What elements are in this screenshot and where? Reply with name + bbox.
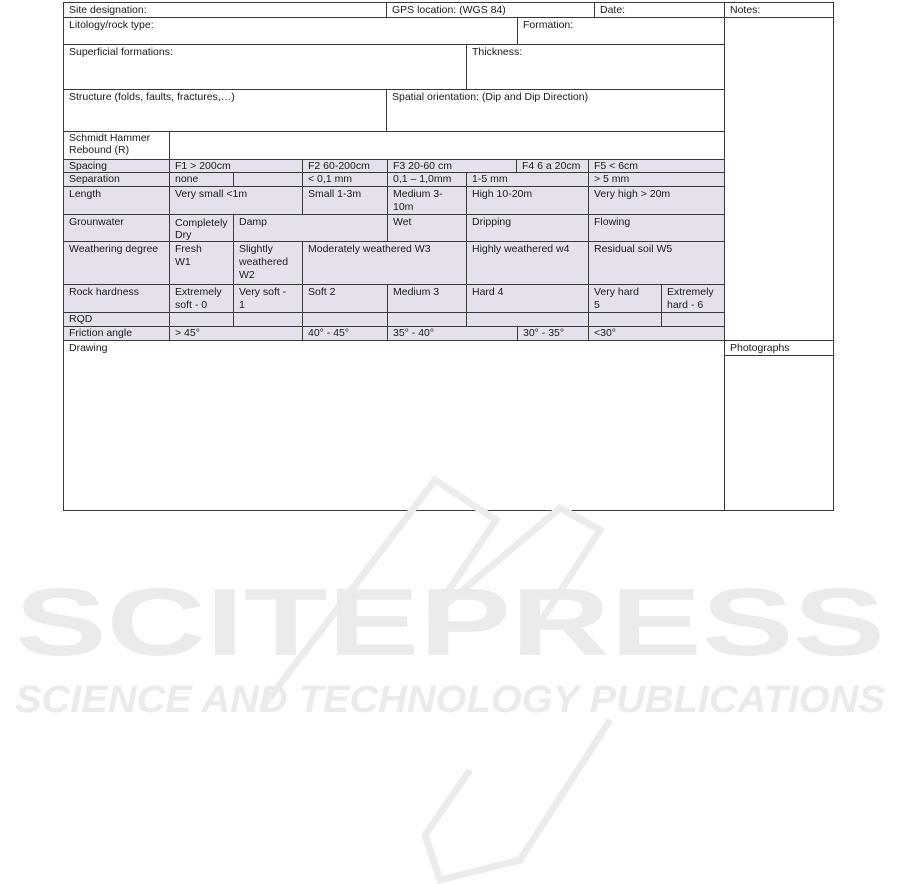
rqd-col-2[interactable] <box>233 312 303 327</box>
rqd-col-7[interactable] <box>661 312 725 327</box>
rqd-col-1[interactable] <box>169 312 234 327</box>
photographs-label: Photographs <box>730 342 790 354</box>
hardness-very-soft[interactable]: Very soft - 1 <box>233 284 303 313</box>
lithology-label: Litology/rock type: <box>69 19 154 31</box>
gps-location-field[interactable] <box>386 2 595 18</box>
structure-label: Structure (folds, faults, fractures,…) <box>69 91 235 103</box>
spacing-f5[interactable]: F5 < 6cm <box>588 159 725 173</box>
drawing-label: Drawing <box>69 342 108 354</box>
date-label: Date: <box>600 4 626 16</box>
groundwater-wet[interactable]: Wet <box>387 214 467 242</box>
schmidt-hammer-value[interactable] <box>169 131 725 160</box>
lithology-field[interactable] <box>63 17 518 45</box>
site-designation-field[interactable] <box>63 2 387 18</box>
weathering-moderately[interactable]: Moderately weathered W3 <box>302 241 467 285</box>
notes-area[interactable] <box>724 17 834 343</box>
formation-field[interactable] <box>517 17 725 45</box>
groundwater-flowing[interactable]: Flowing <box>588 214 725 242</box>
date-field[interactable] <box>594 2 725 18</box>
hardness-extremely-soft[interactable]: Extremely soft - 0 <box>169 284 234 313</box>
structure-field[interactable] <box>63 89 387 132</box>
weathering-residual[interactable]: Residual soil W5 <box>588 241 725 285</box>
formation-label: Formation: <box>523 19 574 31</box>
length-very-small[interactable]: Very small <1m <box>169 186 303 215</box>
thickness-label: Thickness: <box>472 46 523 58</box>
hardness-medium[interactable]: Medium 3 <box>387 284 467 313</box>
site-designation-label: Site designation: <box>69 4 147 16</box>
length-small[interactable]: Small 1-3m <box>302 186 388 215</box>
groundwater-dry[interactable]: Completely Dry <box>169 214 234 242</box>
rqd-label: RQD <box>63 312 170 327</box>
length-high[interactable]: High 10-20m <box>466 186 589 215</box>
spacing-f4[interactable]: F4 6 a 20cm <box>516 159 589 173</box>
length-medium[interactable]: Medium 3-10m <box>387 186 467 215</box>
scitepress-watermark <box>0 440 901 884</box>
spacing-f2[interactable]: F2 60-200cm <box>302 159 388 173</box>
spacing-label: Spacing <box>63 159 170 173</box>
hardness-label: Rock hardness <box>63 284 170 313</box>
weathering-fresh[interactable]: Fresh W1 <box>169 241 234 285</box>
separation-blank[interactable] <box>233 172 303 187</box>
friction-30-35[interactable]: 30° - 35° <box>517 326 589 341</box>
schmidt-hammer-label: Schmidt Hammer Rebound (R) <box>69 132 151 156</box>
hardness-extremely-hard[interactable]: Extremely hard - 6 <box>661 284 725 313</box>
groundwater-damp[interactable]: Damp <box>233 214 388 242</box>
separation-lt-0-1[interactable]: < 0,1 mm <box>302 172 388 187</box>
notes-label: Notes: <box>730 4 761 16</box>
rqd-col-3[interactable] <box>302 312 388 327</box>
separation-gt-5[interactable]: > 5 mm <box>588 172 725 187</box>
superficial-formations-label: Superficial formations: <box>69 46 173 58</box>
spacing-f3[interactable]: F3 20-60 cm <box>387 159 517 173</box>
weathering-label: Weathering degree <box>63 241 170 285</box>
gps-location-label: GPS location: (WGS 84) <box>392 4 506 16</box>
watermark-title: SCITEPRESS <box>15 569 885 676</box>
separation-label: Separation <box>63 172 170 187</box>
spatial-orientation-field[interactable] <box>386 89 725 132</box>
groundwater-dripping[interactable]: Dripping <box>466 214 589 242</box>
length-label: Length <box>63 186 170 215</box>
rqd-col-5[interactable] <box>466 312 589 327</box>
separation-0-1-1-0[interactable]: 0,1 – 1,0mm <box>387 172 467 187</box>
friction-lt-30[interactable]: <30° <box>588 326 725 341</box>
thickness-field[interactable] <box>466 44 725 90</box>
hardness-very-hard[interactable]: Very hard 5 <box>588 284 662 313</box>
spacing-f1[interactable]: F1 > 200cm <box>169 159 303 173</box>
friction-label: Friction angle <box>63 326 170 341</box>
field-survey-form <box>63 2 834 511</box>
hardness-soft[interactable]: Soft 2 <box>302 284 388 313</box>
hardness-hard[interactable]: Hard 4 <box>466 284 589 313</box>
friction-gt-45[interactable]: > 45° <box>169 326 303 341</box>
friction-35-40[interactable]: 35° - 40° <box>387 326 518 341</box>
rqd-col-4[interactable] <box>387 312 467 327</box>
spatial-orientation-label: Spatial orientation: (Dip and Dip Direction) <box>392 91 589 103</box>
weathering-highly[interactable]: Highly weathered w4 <box>466 241 589 285</box>
notes-field[interactable] <box>724 2 834 18</box>
weathering-slightly[interactable]: Slightly weathered W2 <box>233 241 303 285</box>
photographs-header[interactable] <box>724 340 834 356</box>
length-very-high[interactable]: Very high > 20m <box>588 186 725 215</box>
separation-1-5[interactable]: 1-5 mm <box>466 172 589 187</box>
schmidt-hammer-label-cell <box>63 131 170 160</box>
rqd-col-6[interactable] <box>588 312 662 327</box>
watermark-subtitle: SCIENCE AND TECHNOLOGY PUBLICATIONS <box>15 679 885 721</box>
superficial-formations-field[interactable] <box>63 44 467 90</box>
separation-none[interactable]: none <box>169 172 234 187</box>
groundwater-label: Grounwater <box>63 214 170 242</box>
friction-40-45[interactable]: 40° - 45° <box>302 326 388 341</box>
